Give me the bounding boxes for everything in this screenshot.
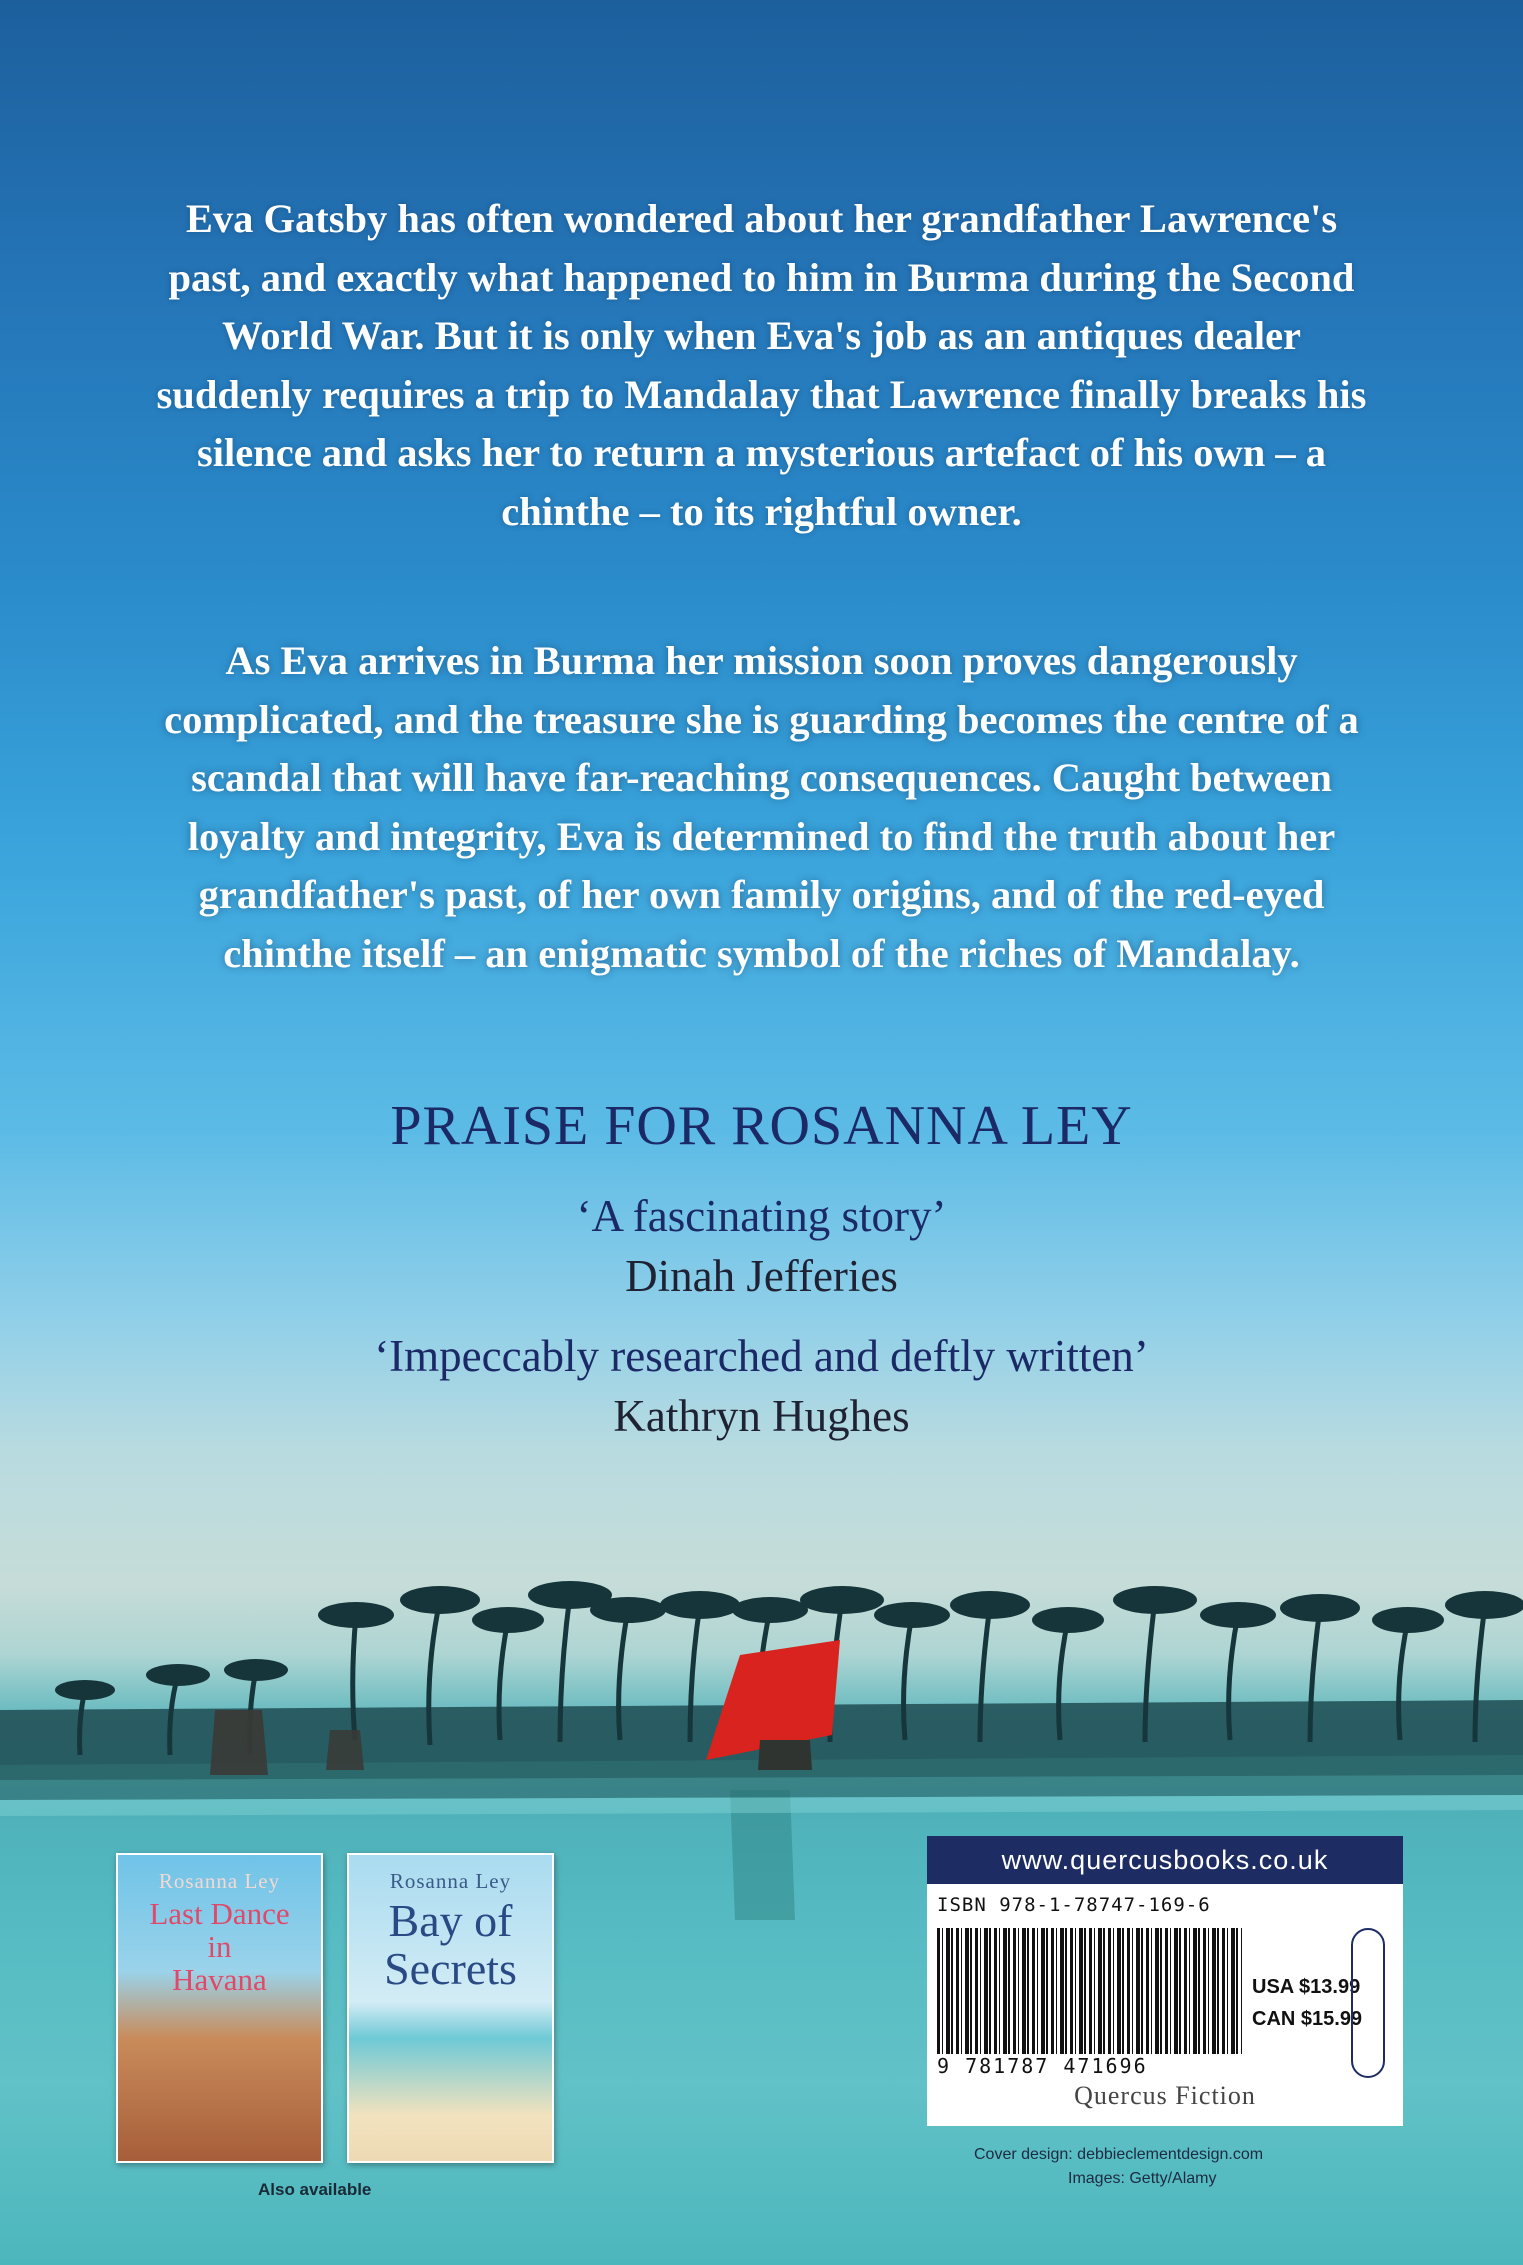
isbn-number: ISBN 978-1-78747-169-6 [937, 1894, 1211, 1916]
publisher-website: www.quercusbooks.co.uk [927, 1836, 1403, 1884]
barcode-block [927, 1836, 1403, 2126]
book-author: Rosanna Ley [389, 1869, 512, 1893]
recycle-icon [1351, 1928, 1385, 2078]
cover-design-credit: Cover design: debbieclementdesign.com [974, 2146, 1264, 2163]
barcode-digits: 9 781787 471696 [937, 2054, 1148, 2078]
praise-quote-2: ‘Impeccably researched and deftly written’ [374, 1331, 1149, 1381]
images-credit: Images: Getty/Alamy [1068, 2170, 1217, 2187]
also-available-label: Also available [258, 2180, 372, 2199]
praise-heading: PRAISE FOR ROSANNA LEY [390, 1095, 1133, 1157]
book-author: Rosanna Ley [158, 1869, 281, 1893]
blurb-paragraph-1: Eva Gatsby has often wondered about her grandfather Lawrence's past, and exactly what happened to him in Burma during the Second World War. But it is only when Eva's job as an antiques dealer suddenly requires a trip to Mandalay that Lawrence finally breaks his silence and asks her to return a mysterious artefact of his own – a chinthe – to its rightful owner. [156, 196, 1367, 534]
praise-quote-1: ‘A fascinating story’ [576, 1191, 947, 1241]
price-usa: USA $13.99 [1252, 1976, 1361, 1998]
praise-attribution-2: Kathryn Hughes [613, 1391, 910, 1441]
imprint-name: Quercus Fiction [1074, 2081, 1256, 2110]
barcode-icon [937, 1928, 1242, 2054]
book-cover-last-dance-in-havana [116, 1853, 323, 2163]
book-cover-bay-of-secrets [347, 1853, 554, 2163]
book-title: Last Dance in Havana [149, 1896, 290, 1997]
praise-attribution-1: Dinah Jefferies [625, 1251, 898, 1301]
book-title: Bay of Secrets [384, 1895, 517, 1994]
price-can: CAN $15.99 [1252, 2008, 1363, 2030]
blurb-paragraph-2: As Eva arrives in Burma her mission soon proves dangerously complicated, and the treasure she is guarding becomes the centre of a scandal that will have far-reaching consequences. Caught between loyalty and integrity, Eva is determined to find the truth about her grandfather's past, of her own family origins, and of the red-eyed chinthe itself – an enigmatic symbol of the riches of Mandalay. [164, 638, 1359, 976]
